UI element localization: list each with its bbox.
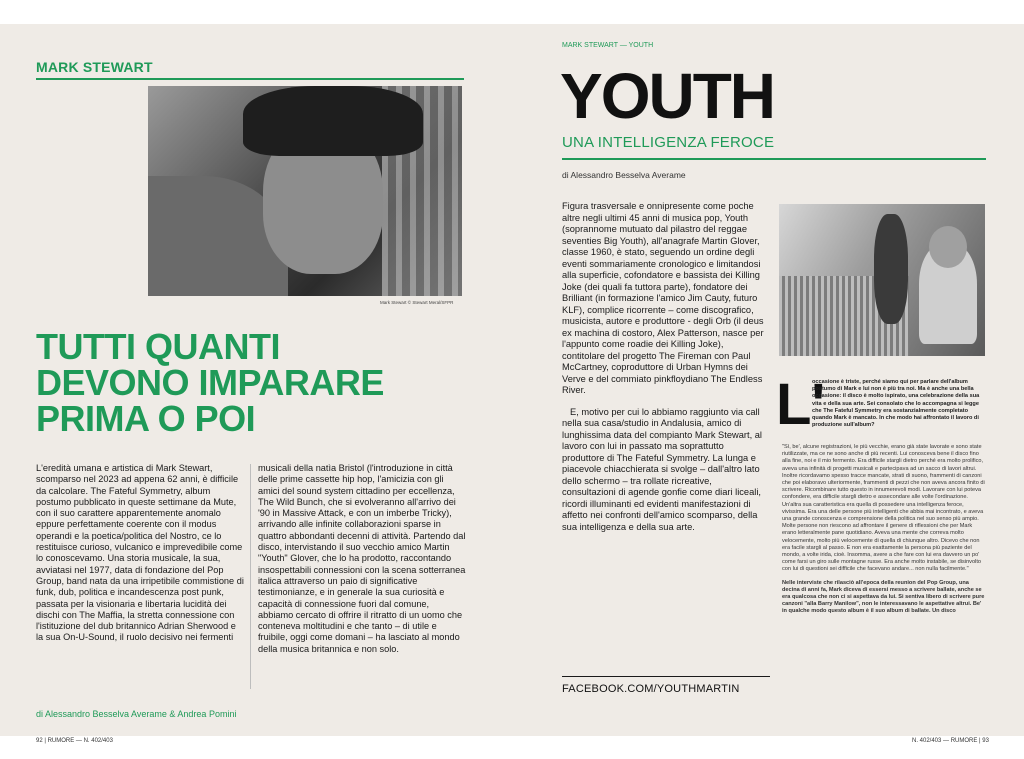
studio-photo: [779, 204, 985, 356]
article-subtitle: UNA INTELLIGENZA FEROCE: [562, 134, 775, 151]
photo-head: [929, 226, 967, 268]
photo-guitar: [874, 214, 908, 324]
drop-cap: L': [776, 372, 826, 437]
page-folio-left: 92 | RUMORE — N. 402/403: [36, 738, 113, 744]
paragraph-2: E, motivo per cui lo abbiamo raggiunto via call nella sua casa/studio in Andalusia, amico di lunghissima data del compianto Mark Stewart, al lavoro con lui in passato ma soprattutto produttore di The Fateful Symmetry. La lunga e piacevole chiacchierata si svolge – dall'altro lato dello schermo – tra rollate ricreative, consultazioni di agende gonfie come diari liceali, ricordi illuminanti ed evidenti manifestazioni di affetto nei confronti dell'amico scomparso, della sua intelligenza e della sua arte.: [562, 406, 762, 532]
headline-line-2: DEVONO IMPARARE: [36, 362, 384, 403]
article-title: YOUTH: [560, 60, 774, 132]
section-kicker: MARK STEWART: [36, 59, 153, 75]
facebook-rule: [562, 676, 770, 677]
headline-line-3: PRIMA O POI: [36, 398, 256, 439]
left-page: [0, 24, 512, 744]
intro-column-1: L'eredità umana e artistica di Mark Stewart, scomparso nel 2023 ad appena 62 anni, è difficile da calcolare. The Fateful Symmetry, album postumo pubblicato in queste settimane da Mute, con il suo carattere apparentemente anomalo eppure perfettamente coerente con il modus operandi e la poetica/politica del Nostro, ce lo restituisce curioso, vulcanico e imprevedibile come lo conoscevamo. Una storia musicale, la sua, avviatasi nel 1977, data di fondazione del Pop Group, band nata da una irripetibile commistione di funk, dub, politica e incandescenza post punk, passata per la visionaria e libertaria lucidità dei dischi con The Maffia, la stretta connessione con l'istituzione del dub britannico Adrian Sherwood e la sua On-U-Sound, il ruolo decisivo nei fermenti: [36, 463, 244, 643]
photo-hat: [243, 86, 423, 156]
magazine-spread: [0, 24, 1024, 744]
interview-question: occasione è triste, perché siamo qui per parlare dell'album postumo di Mark e lui non è più tra noi. Ma è anche una bella occasione: il disco è molto ispirato, una celebrazione della sua vita e della sua arte. Sei consolato che lo accompagna si legge che The Fateful Symmetry era sostanzialmente completato quando Mark è mancato. In che modo hai affrontato il lavoro di produzione sull'album?: [812, 379, 980, 429]
question-paragraph: Nelle interviste che rilasciò all'epoca della reunion del Pop Group, una decina di anni fa, Mark diceva di essersi messo a scrivere ballate, anche se era qualcosa che non ci si aspettava da lui. Si sentiva libero di scrivere pure canzoni "alla Barry Manilow", non le interessavano le aspettative altrui. Be' in qualche modo questo album è il suo album di ballate. Un disco: [782, 579, 985, 615]
photo-caption: Mark Stewart © Stewart Meral/SFPR: [380, 300, 454, 305]
facebook-link[interactable]: FACEBOOK.COM/YOUTHMARTIN: [562, 683, 740, 695]
answer-paragraph: "Sì, be', alcune registrazioni, le più vecchie, erano già state lavorate e sono state riutilizzate, ma ce ne sono anche di più recenti. Lui conosceva bene il disco fino alla fine, noi e il mio fermento. Era difficile stargli dietro perché era molto prolifico, aveva una infinità di progetti musicali e partecipava ad un sacco di lavori altrui. Inoltre ricordavamo spesso tracce mancate, strati di suono, frammenti di canzoni che poi elaboravo ulteriormente, frammenti di pezzi che non aveva ancora finito di scrivere. Ricombinare tutto questo in innumerevoli modi. Lavorare con lui poteva confondere, era difficile stargli dietro e assecondare alle volte l'ordinazione. Un'altra sua caratteristica era quella di possedere una intelligenza feroce, vivissima. Era una delle persone più intelligenti che abbia mai incontrato, e aveva una grande conoscenza e comprensione della politica nel suo senso più ampio. Molte persone non riescono ad affrontare il genere di riflessioni che per Mark erano letteralmente pane quotidiano. Aveva una mente che correva molto velocemente, molto più velocemente di quella di chiunque altro. Dicevo che non era facile stargli al passo. E non era esattamente la persona più paziente del mondo, a volte irida, cioè. Insomma, avere a che fare con lui era davvero un po' come farsi un giro sulle montagne russe. Era anche molto instabile, se disinvolto con lui di questioni sei difficile che facevano andare... non nulla facilmente.": [782, 444, 985, 573]
page-folio-right: N. 402/403 — RUMORE | 93: [912, 738, 989, 744]
right-page: [512, 24, 1024, 744]
section-kicker-right: MARK STEWART — YOUTH: [562, 42, 654, 49]
interview-answers: [782, 444, 986, 734]
kicker-rule: [36, 78, 464, 80]
paragraph-1: Figura trasversale e onnipresente come poche altre negli ultimi 45 anni di musica pop, Youth (soprannome mutuato dal pilastro del reggae seventies Big Youth), all'anagrafe Martin Glover, classe 1960, è stato, seguendo un ordine degli eventi sommariamente cronologico e limitandosi alla superficie, cofondatore e bassista dei Killing Joke (dei quali fa tuttora parte), fondatore dei Brilliant (in formazione l'amico Jim Cauty, futuro KLF), complice ricorrente – come discografico, musicista, autore e produttore - degli Orb (il deus ex machina di costoro, Alex Patterson, nasce per l'appunto come roadie dei Killing Joke), contitolare del progetto The Fireman con Paul McCartney, coproduttore di Urban Hymns dei Verve e del commiato pinkfloydiano The Endless River.: [562, 201, 764, 395]
article-headline: [36, 326, 384, 439]
title-rule: [562, 158, 986, 160]
intro-column-2: musicali della natìa Bristol (l'introduzione in città delle prime cassette hip hop, l'amicizia con gli amici del sound system cittadino per eccellenza, The Wild Bunch, che si evolveranno all'arrivo dei '90 in Massive Attack, e con un imberbe Tricky), arrivando alle infinite collaborazioni sparse in quattro abbondanti decenni di attività. Partendo dal disco, intervistando il suo vecchio amico Martin "Youth" Glover, che lo ha prodotto, raccontando insospettabili connessioni con la scena sotterranea italica attraverso un paio di significative testimonianze, e in generale la sua curiosità e capacità di connessione fuori dal comune, abbiamo cercato di offrire il ritratto di un uomo che conteneva moltitudini e che tanto – di utile e fruibile, oggi come domani – ha lasciato al mondo della musica britannica e non solo.: [258, 463, 466, 654]
byline: di Alessandro Besselva Averame: [562, 170, 686, 180]
portrait-photo: [148, 86, 462, 296]
headline-line-1: TUTTI QUANTI: [36, 326, 280, 367]
author-credits: di Alessandro Besselva Averame & Andrea Pomini: [36, 709, 237, 719]
column-divider: [250, 464, 251, 689]
article-column-1: [562, 201, 768, 533]
